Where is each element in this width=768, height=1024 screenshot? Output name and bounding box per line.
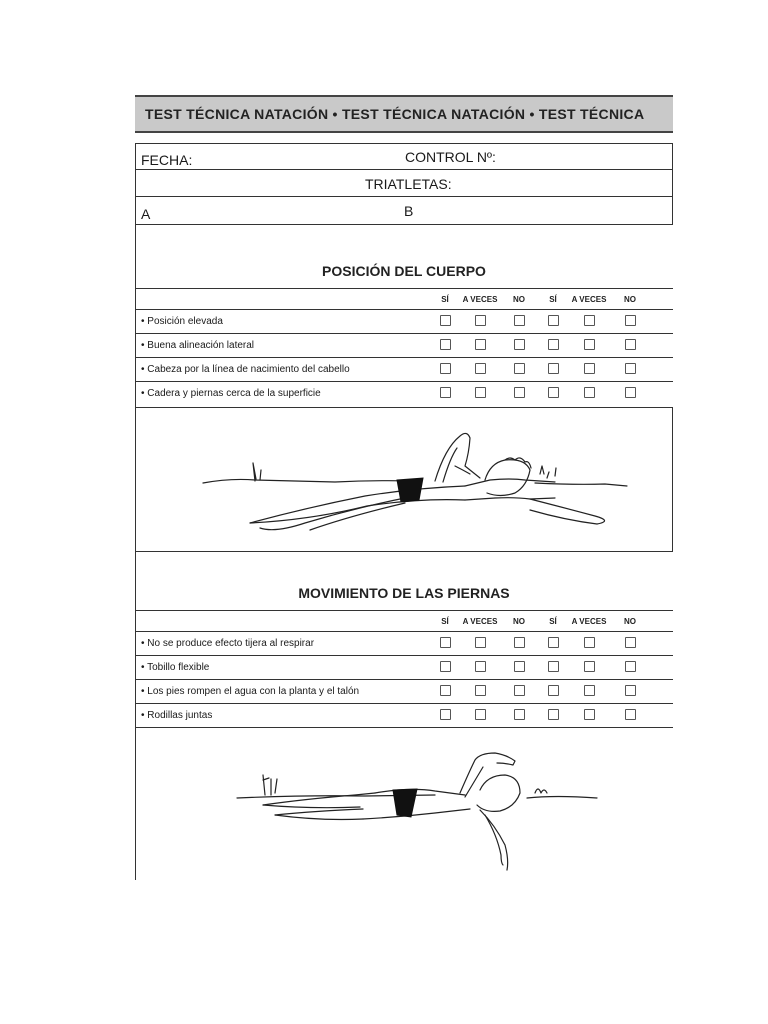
control-label: CONTROL Nº: [405,149,496,165]
checklist-item-label: • Cabeza por la línea de nacimiento del cabello [135,358,430,382]
checkbox-no-b[interactable] [625,315,636,326]
col-no-b: NO [610,289,673,310]
checkbox-aveces-a[interactable] [475,637,486,648]
checkbox-no-b[interactable] [625,339,636,350]
checkbox-no-a[interactable] [514,315,525,326]
checkbox-no-a[interactable] [514,387,525,398]
checkbox-si-b[interactable] [548,637,559,648]
checklist-row [135,632,673,656]
checkbox-si-a[interactable] [440,387,451,398]
checklist-row [135,358,673,382]
checklist-item-label: • Tobillo flexible [135,656,430,680]
col-si-a: SÍ [430,289,460,310]
checkbox-si-a[interactable] [440,637,451,648]
checkbox-aveces-b[interactable] [584,637,595,648]
swimmer-body-position-drawing [135,408,671,551]
triatletas-label: TRIATLETAS: [365,176,452,192]
checkbox-si-a[interactable] [440,661,451,672]
checklist-header-row [135,289,673,310]
col-aveces-b: A VECES [568,611,610,632]
checkbox-si-b[interactable] [548,685,559,696]
col-aveces-a: A VECES [460,289,500,310]
checklist-leg-movement [135,610,673,728]
checkbox-si-b[interactable] [548,709,559,720]
swimsuit-shape [397,478,423,502]
checkbox-no-a[interactable] [514,363,525,374]
checkbox-si-b[interactable] [548,387,559,398]
checkbox-si-b[interactable] [548,339,559,350]
checkbox-aveces-a[interactable] [475,387,486,398]
checkbox-aveces-b[interactable] [584,661,595,672]
checkbox-no-b[interactable] [625,685,636,696]
checkbox-no-b[interactable] [625,709,636,720]
row-fecha [135,143,673,170]
illustration-leg-movement [135,735,673,880]
checklist-row [135,656,673,680]
col-aveces-a: A VECES [460,611,500,632]
checkbox-no-b[interactable] [625,363,636,374]
checkbox-aveces-b[interactable] [584,709,595,720]
checkbox-si-a[interactable] [440,709,451,720]
checkbox-no-a[interactable] [514,339,525,350]
checklist-row [135,382,673,406]
row-athletes [135,197,673,225]
checkbox-no-b[interactable] [625,387,636,398]
checkbox-aveces-a[interactable] [475,709,486,720]
checkbox-aveces-a[interactable] [475,685,486,696]
illustration-body-position [135,407,673,552]
athlete-b-label: B [404,203,414,219]
checkbox-no-b[interactable] [625,637,636,648]
checkbox-aveces-b[interactable] [584,315,595,326]
checkbox-si-b[interactable] [548,363,559,374]
swimmer-leg-movement-drawing [135,735,673,880]
col-si-b: SÍ [538,611,568,632]
col-aveces-b: A VECES [568,289,610,310]
checkbox-aveces-b[interactable] [584,685,595,696]
checkbox-aveces-a[interactable] [475,661,486,672]
checklist-item-label: • Posición elevada [135,310,430,334]
checkbox-si-a[interactable] [440,339,451,350]
checklist-body-position [135,288,673,405]
checkbox-no-a[interactable] [514,661,525,672]
checkbox-si-a[interactable] [440,315,451,326]
checkbox-aveces-a[interactable] [475,339,486,350]
test-sheet [135,95,673,880]
section-title-body-position: POSICIÓN DEL CUERPO [322,263,486,279]
col-no-a: NO [500,289,538,310]
col-si-a: SÍ [430,611,460,632]
checkbox-aveces-b[interactable] [584,339,595,350]
athlete-a-label: A [141,206,151,222]
col-no-a: NO [500,611,538,632]
checklist-item-label: • Rodillas juntas [135,704,430,728]
banner-text: TEST TÉCNICA NATACIÓN • TEST TÉCNICA NATACIÓN • TEST TÉCNICA [145,106,645,122]
checklist-row [135,704,673,728]
checkbox-aveces-b[interactable] [584,387,595,398]
checklist-item-label: • No se produce efecto tijera al respirar [135,632,430,656]
fecha-label: FECHA: [141,152,193,168]
checklist-item-label: • Los pies rompen el agua con la planta y el talón [135,680,430,704]
swimsuit-shape [393,789,417,817]
checkbox-no-a[interactable] [514,685,525,696]
row-triatletas [135,170,673,197]
col-si-b: SÍ [538,289,568,310]
col-no-b: NO [610,611,673,632]
checklist-row [135,310,673,334]
checkbox-aveces-a[interactable] [475,315,486,326]
checkbox-si-a[interactable] [440,685,451,696]
checklist-row [135,680,673,704]
checkbox-aveces-a[interactable] [475,363,486,374]
checkbox-no-a[interactable] [514,637,525,648]
checkbox-si-b[interactable] [548,661,559,672]
checkbox-no-b[interactable] [625,661,636,672]
checkbox-si-a[interactable] [440,363,451,374]
checklist-item-label: • Cadera y piernas cerca de la superficie [135,382,430,406]
checkbox-no-a[interactable] [514,709,525,720]
checklist-item-label: • Buena alineación lateral [135,334,430,358]
checklist-row [135,334,673,358]
checkbox-si-b[interactable] [548,315,559,326]
section-title-leg-movement: MOVIMIENTO DE LAS PIERNAS [298,585,510,601]
checklist-header-row [135,611,673,632]
checkbox-aveces-b[interactable] [584,363,595,374]
banner [135,95,673,133]
